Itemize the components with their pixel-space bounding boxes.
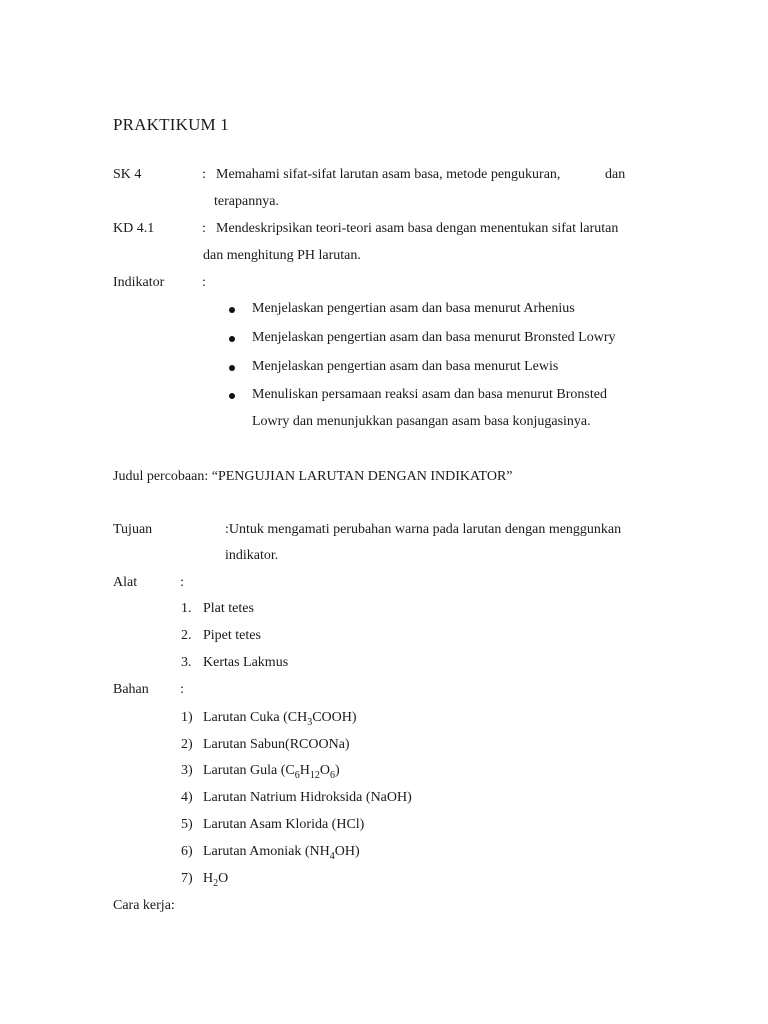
- alat-label: Alat: [113, 575, 138, 590]
- list-item-number: 1): [181, 710, 193, 725]
- list-item: Menuliskan persamaan reaksi asam dan basa menurut Bronsted: [252, 387, 607, 402]
- alat-colon: :: [180, 575, 184, 590]
- sk-text-line1-tail: dan: [605, 167, 626, 182]
- bahan-label: Bahan: [113, 682, 149, 697]
- list-item: Larutan Sabun(RCOONa): [203, 737, 350, 752]
- list-item: Larutan Natrium Hidroksida (NaOH): [203, 790, 412, 805]
- tujuan-text-line2: indikator.: [225, 548, 279, 563]
- list-item: Larutan Gula $(C_6H_{12}O_6)$: [203, 763, 340, 781]
- list-item: Menjelaskan pengertian asam dan basa menurut Arhenius: [252, 301, 575, 316]
- tujuan-text-line1: :Untuk mengamati perubahan warna pada larutan dengan menggunkan: [225, 522, 622, 537]
- cara-kerja-label: Cara kerja:: [113, 898, 175, 913]
- bullet-icon: [229, 393, 235, 399]
- list-item-number: 2.: [181, 628, 192, 643]
- bullet-icon: [229, 336, 235, 342]
- list-item-number: 7): [181, 871, 193, 886]
- kd-colon: :: [202, 221, 206, 236]
- list-item: Plat tetes: [203, 601, 254, 616]
- list-item-number: 4): [181, 790, 193, 805]
- sk-label: SK 4: [113, 167, 142, 182]
- list-item-number: 6): [181, 844, 193, 859]
- tujuan-label: Tujuan: [113, 522, 153, 537]
- kd-text-line1: Mendeskripsikan teori-teori asam basa dengan menentukan sifat larutan: [216, 221, 619, 236]
- list-item-number: 5): [181, 817, 193, 832]
- sk-colon: :: [202, 167, 206, 182]
- list-item-number: 1.: [181, 601, 192, 616]
- kd-text-line2: dan menghitung PH larutan.: [203, 248, 361, 263]
- list-item: Menjelaskan pengertian asam dan basa menurut Bronsted Lowry: [252, 330, 616, 345]
- sk-text-line1: Memahami sifat-sifat larutan asam basa, metode pengukuran,: [216, 167, 561, 182]
- bullet-icon: [229, 307, 235, 313]
- list-item-continuation: Lowry dan menunjukkan pasangan asam basa konjugasinya.: [252, 414, 591, 429]
- list-item: $H_2O$: [203, 871, 229, 889]
- bahan-colon: :: [180, 682, 184, 697]
- list-item: Larutan Amoniak $(NH_4OH)$: [203, 844, 360, 862]
- list-item-number: 2): [181, 737, 193, 752]
- list-item: Kertas Lakmus: [203, 655, 289, 670]
- page-title: PRAKTIKUM 1: [113, 115, 230, 134]
- sk-text-line2: terapannya.: [214, 194, 279, 209]
- judul-percobaan: Judul percobaan: “PENGUJIAN LARUTAN DENGAN INDIKATOR”: [113, 469, 513, 484]
- indikator-label: Indikator: [113, 275, 165, 290]
- kd-label: KD 4.1: [113, 221, 155, 236]
- indikator-colon: :: [202, 275, 206, 290]
- list-item: Larutan Asam Klorida (HCl): [203, 817, 365, 832]
- list-item: Menjelaskan pengertian asam dan basa menurut Lewis: [252, 359, 559, 374]
- list-item-number: 3): [181, 763, 193, 778]
- list-item-number: 3.: [181, 655, 192, 670]
- bullet-icon: [229, 365, 235, 371]
- list-item: Pipet tetes: [203, 628, 261, 643]
- list-item: Larutan Cuka $(CH_3COOH)$: [203, 710, 357, 728]
